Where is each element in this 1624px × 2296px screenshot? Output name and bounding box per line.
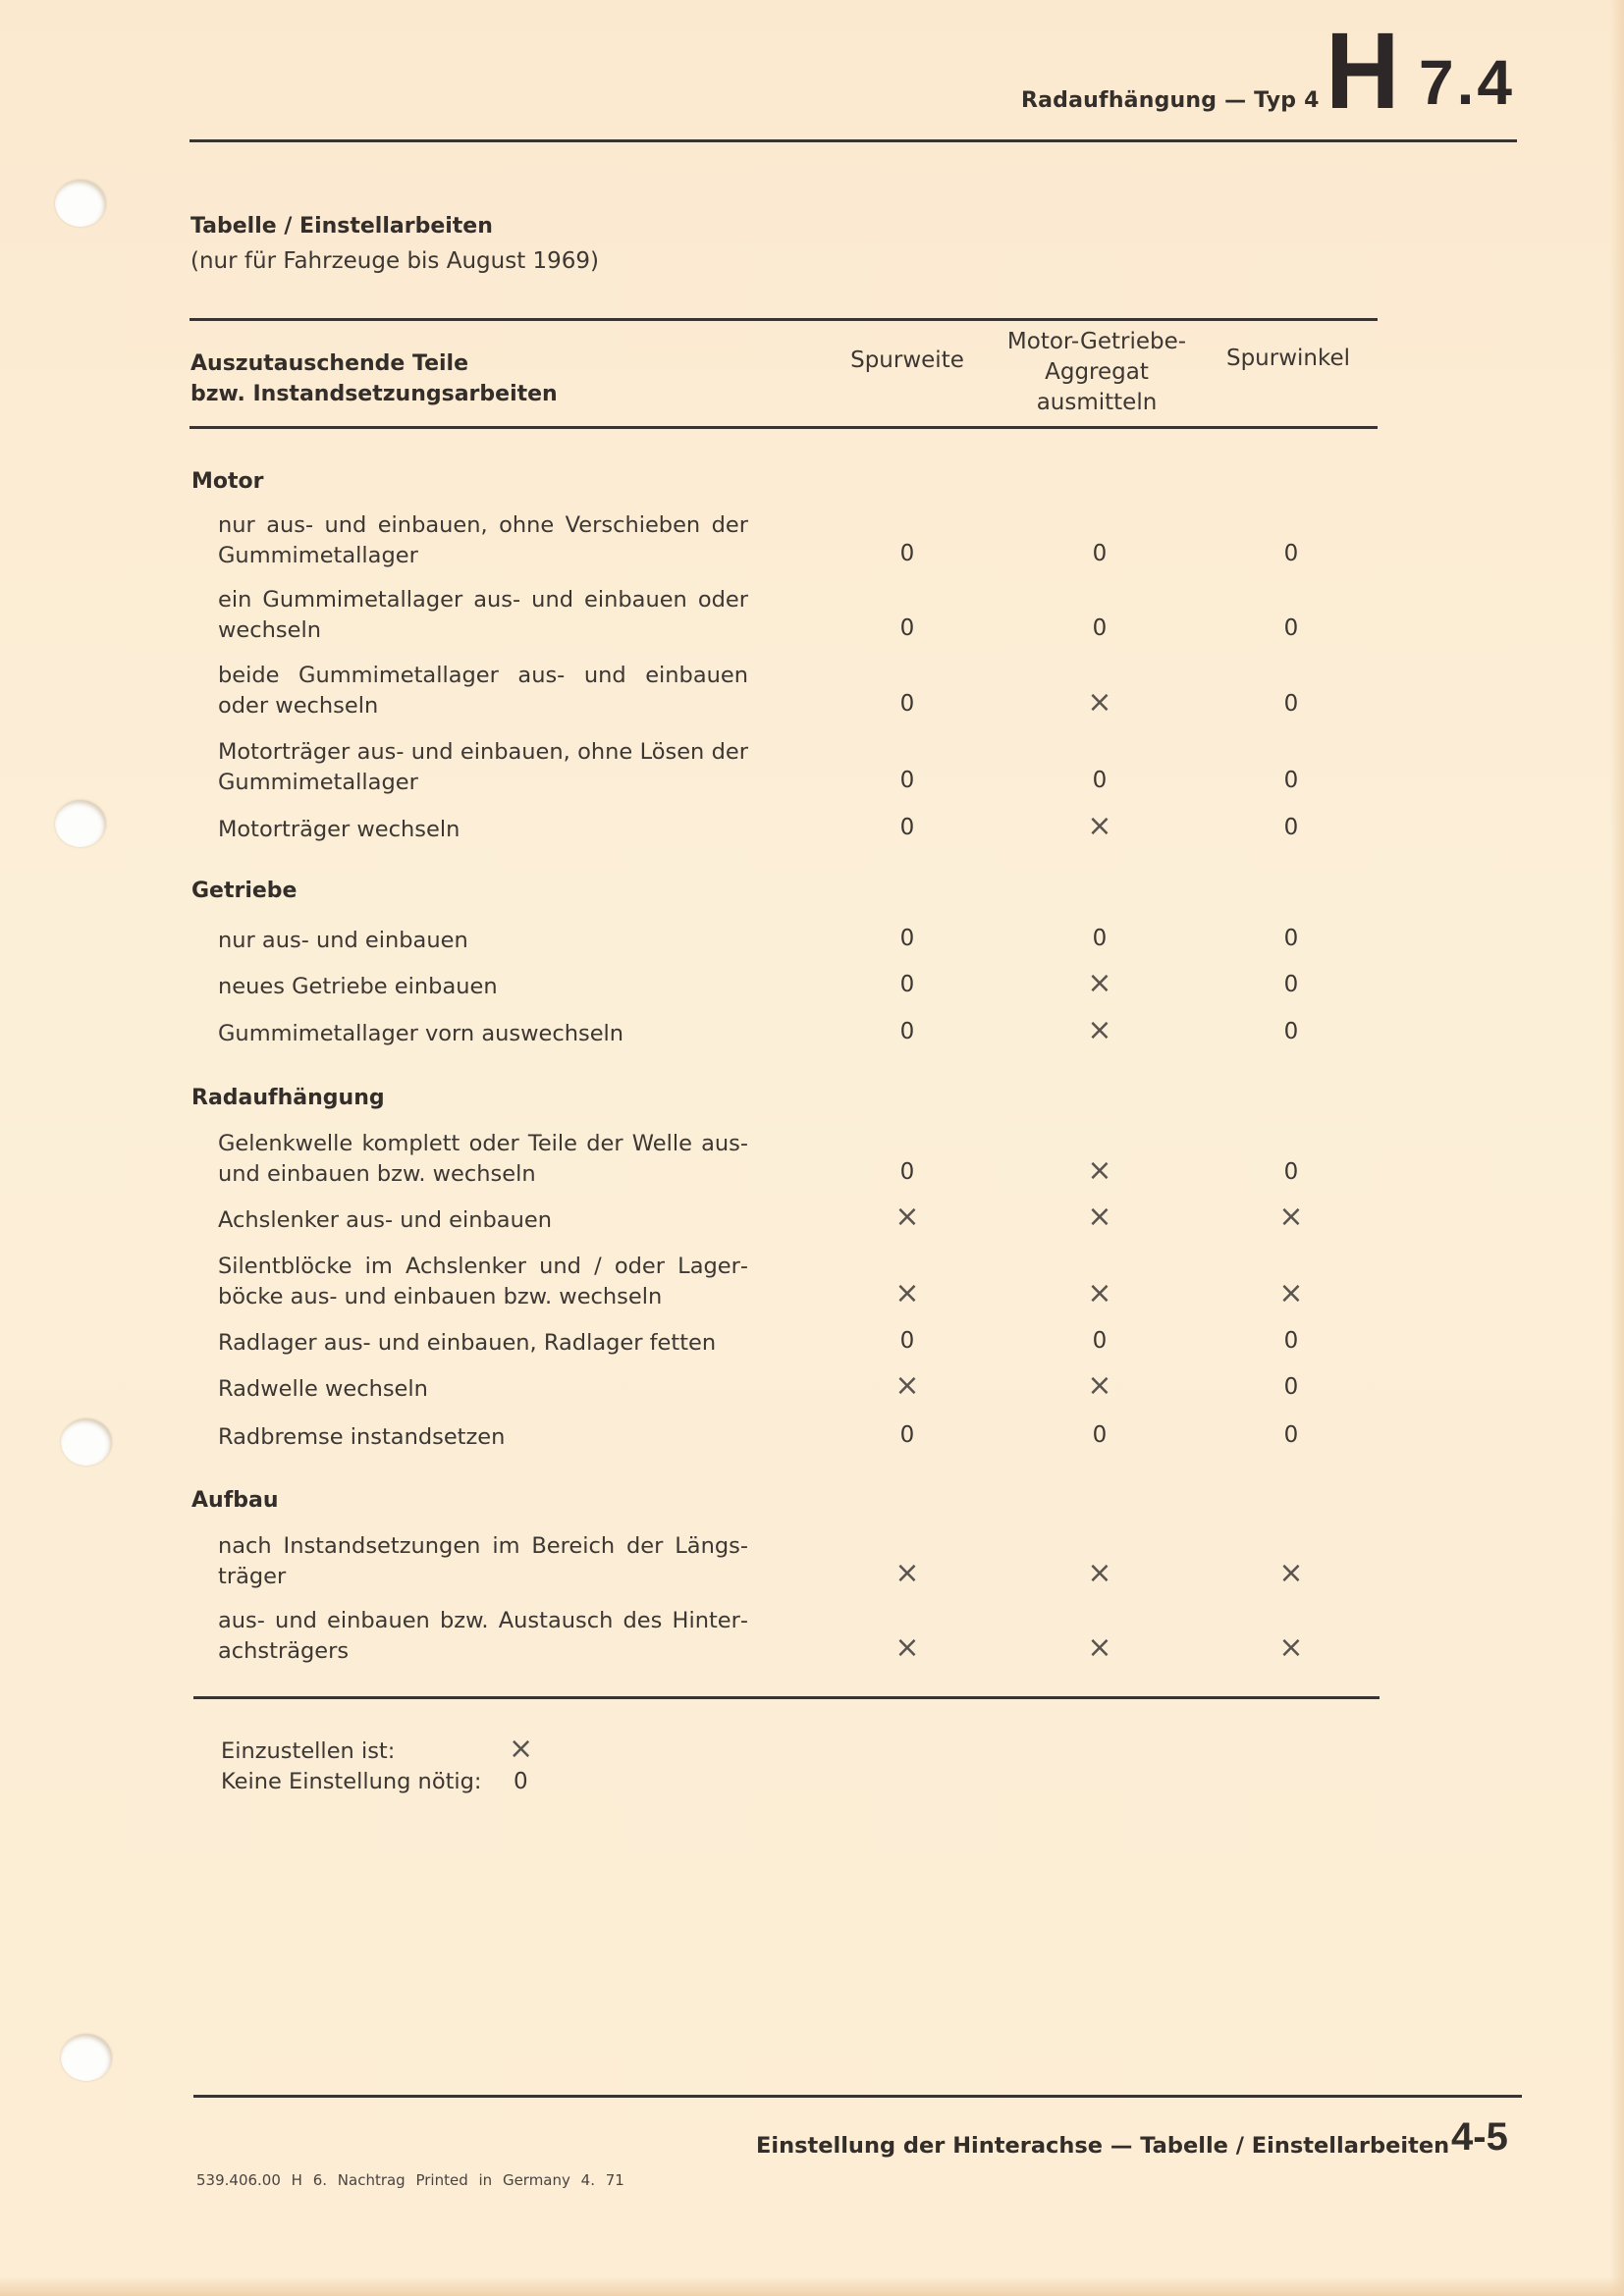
- table-top-rule: [189, 318, 1378, 321]
- footer-print-info: 539.406.00 H 6. Nachtrag Printed in Germany 4. 71: [196, 2171, 624, 2189]
- table-bottom-rule: [193, 1696, 1380, 1699]
- cell-no-adjust: 0: [1283, 1422, 1299, 1448]
- column-header-parts-line2: bzw. Instandsetzungsarbeiten: [190, 382, 558, 406]
- punch-hole: [61, 2034, 112, 2081]
- cell-no-adjust: 0: [1283, 972, 1299, 997]
- section-title: Tabelle / Einstellarbeiten: [190, 214, 493, 239]
- table-row-label: Motorträger aus- und einbauen, ohne Lösen der Gummimetallager: [218, 739, 748, 795]
- chapter-letter: H: [1326, 11, 1400, 132]
- cell-adjust-required: ×: [894, 1368, 920, 1403]
- column-header-aggregat-line3: ausmitteln: [1036, 390, 1158, 415]
- cell-adjust-required: ×: [894, 1200, 920, 1234]
- cell-no-adjust: 0: [1283, 815, 1299, 840]
- table-header-rule: [189, 426, 1378, 429]
- table-row-label: Motorträger wechseln: [218, 817, 460, 842]
- cell-no-adjust: 0: [899, 1328, 915, 1354]
- punch-hole: [61, 1418, 112, 1466]
- cell-adjust-required: ×: [894, 1276, 920, 1310]
- cell-no-adjust: 0: [1092, 1422, 1108, 1448]
- cell-no-adjust: 0: [899, 926, 915, 951]
- column-header-aggregat: [994, 327, 1200, 418]
- cell-no-adjust: 0: [899, 972, 915, 997]
- cell-adjust-required: ×: [1087, 1630, 1112, 1665]
- punch-hole: [55, 800, 106, 847]
- table-row-label: aus- und einbauen bzw. Austausch des Hinterachsträgers: [218, 1608, 748, 1664]
- table-row-label: Gummimetallager vorn auswechseln: [218, 1021, 624, 1046]
- cell-no-adjust: 0: [1283, 768, 1299, 793]
- table-row-label: Radbremse instandsetzen: [218, 1424, 506, 1450]
- cell-no-adjust: 0: [1283, 1159, 1299, 1185]
- table-row-label: nur aus- und einbauen: [218, 928, 468, 953]
- table-row-label: Radlager aus- und einbauen, Radlager fetten: [218, 1330, 717, 1356]
- table-row-label: Radwelle wechseln: [218, 1376, 428, 1402]
- chapter-number: 7.4: [1419, 47, 1515, 118]
- legend-adjust-label: Einzustellen ist:: [221, 1738, 396, 1764]
- cell-adjust-required: ×: [894, 1630, 920, 1665]
- table-row-label: Silentblöcke im Achslenker und / oder Lagerböcke aus- und einbauen bzw. wechseln: [218, 1254, 748, 1309]
- cell-adjust-required: ×: [894, 1556, 920, 1590]
- header-rule: [189, 139, 1517, 142]
- cell-no-adjust: 0: [899, 691, 915, 717]
- legend-no-adjust-label: Keine Einstellung nötig:: [221, 1769, 482, 1794]
- cell-adjust-required: ×: [1087, 685, 1112, 720]
- footer-rule: [193, 2095, 1522, 2098]
- cell-adjust-required: ×: [1087, 809, 1112, 843]
- cell-no-adjust: 0: [899, 1159, 915, 1185]
- cell-no-adjust: 0: [1283, 1374, 1299, 1400]
- cell-no-adjust: 0: [1283, 926, 1299, 951]
- cell-adjust-required: ×: [1278, 1556, 1304, 1590]
- column-header-aggregat-line1: Motor-Getriebe-: [1006, 329, 1187, 354]
- cell-adjust-required: ×: [1278, 1630, 1304, 1665]
- column-header-spurweite: Spurweite: [850, 347, 964, 373]
- table-row-label: neues Getriebe einbauen: [218, 974, 498, 999]
- cell-no-adjust: 0: [1092, 768, 1108, 793]
- legend-adjust-symbol: ×: [509, 1732, 534, 1766]
- footer-title: Einstellung der Hinterachse — Tabelle / Einstellarbeiten: [756, 2133, 1450, 2159]
- cell-no-adjust: 0: [1283, 1328, 1299, 1354]
- cell-adjust-required: ×: [1087, 1200, 1112, 1234]
- header-section-title: Radaufhängung — Typ 4: [1021, 88, 1320, 113]
- column-header-spurwinkel: Spurwinkel: [1225, 346, 1351, 371]
- table-row-label: nur aus- und einbauen, ohne Verschieben der Gummimetallager: [218, 512, 748, 568]
- cell-adjust-required: ×: [1087, 1556, 1112, 1590]
- cell-adjust-required: ×: [1278, 1200, 1304, 1234]
- cell-no-adjust: 0: [1283, 691, 1299, 717]
- cell-adjust-required: ×: [1087, 1013, 1112, 1047]
- table-row-label: Gelenkwelle komplett oder Teile der Welle aus- und einbauen bzw. wechseln: [218, 1131, 748, 1187]
- cell-no-adjust: 0: [1092, 926, 1108, 951]
- cell-no-adjust: 0: [1283, 615, 1299, 641]
- group-heading: Aufbau: [191, 1488, 279, 1513]
- section-subtitle: (nur für Fahrzeuge bis August 1969): [190, 248, 600, 274]
- cell-adjust-required: ×: [1278, 1276, 1304, 1310]
- cell-no-adjust: 0: [899, 1019, 915, 1044]
- page-bottom-shadow: [0, 2276, 1624, 2296]
- cell-no-adjust: 0: [899, 1422, 915, 1448]
- cell-adjust-required: ×: [1087, 1276, 1112, 1310]
- cell-no-adjust: 0: [899, 815, 915, 840]
- group-heading: Radaufhängung: [191, 1086, 385, 1110]
- group-heading: Motor: [191, 469, 264, 494]
- group-heading: Getriebe: [191, 879, 298, 903]
- cell-adjust-required: ×: [1087, 1153, 1112, 1188]
- cell-no-adjust: 0: [1092, 541, 1108, 566]
- cell-no-adjust: 0: [1092, 615, 1108, 641]
- cell-no-adjust: 0: [899, 768, 915, 793]
- column-header-aggregat-line2: Aggregat: [1045, 359, 1149, 385]
- page-edge-shadow: [1610, 0, 1624, 2296]
- table-row-label: beide Gummimetallager aus- und einbauen oder wechseln: [218, 663, 748, 719]
- cell-no-adjust: 0: [899, 615, 915, 641]
- cell-adjust-required: ×: [1087, 966, 1112, 1000]
- cell-no-adjust: 0: [1283, 1019, 1299, 1044]
- table-row-label: Achslenker aus- und einbauen: [218, 1207, 552, 1233]
- cell-no-adjust: 0: [1092, 1328, 1108, 1354]
- table-row-label: ein Gummimetallager aus- und einbauen oder wechseln: [218, 587, 748, 643]
- column-header-parts: [190, 348, 558, 409]
- legend-no-adjust-symbol: 0: [514, 1769, 528, 1794]
- cell-adjust-required: ×: [1087, 1368, 1112, 1403]
- punch-hole: [55, 180, 106, 227]
- table-row-label: nach Instandsetzungen im Bereich der Längsträger: [218, 1533, 748, 1589]
- footer-page-number: 4-5: [1451, 2115, 1508, 2159]
- cell-no-adjust: 0: [899, 541, 915, 566]
- column-header-parts-line1: Auszutauschende Teile: [190, 351, 468, 376]
- cell-no-adjust: 0: [1283, 541, 1299, 566]
